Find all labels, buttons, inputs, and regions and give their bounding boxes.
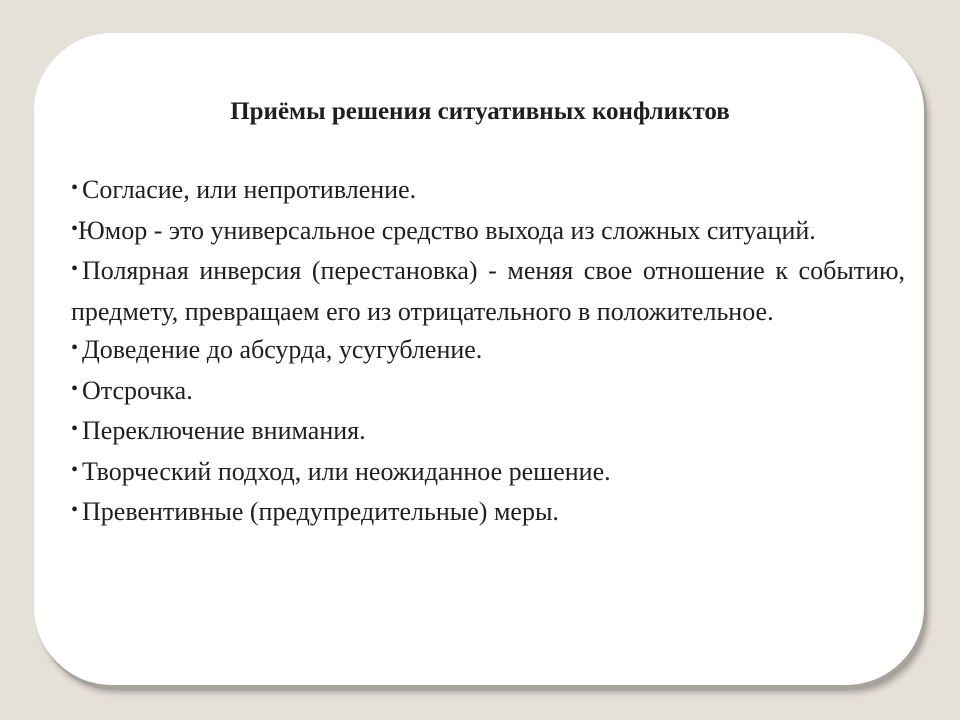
list-item xyxy=(71,372,905,413)
list-item xyxy=(71,453,905,494)
slide-title: Приёмы решения ситуативных конфликтов xyxy=(230,98,730,125)
list-item xyxy=(71,493,905,534)
list-item xyxy=(71,412,905,453)
list-item xyxy=(71,331,905,372)
list-item-text: Согласие, или непротивление. xyxy=(82,175,417,204)
bullet-icon: • xyxy=(71,377,79,400)
list-item xyxy=(71,212,905,253)
bullet-icon: • xyxy=(71,458,79,481)
list-item-text: Творческий подход, или неожиданное решение. xyxy=(82,456,611,486)
list-item-text: Юмор - это универсальное средство выхода из сложных ситуаций. xyxy=(78,215,816,245)
technique-list xyxy=(71,171,905,534)
bullet-icon: • xyxy=(71,418,79,440)
bullet-icon: • xyxy=(71,499,79,521)
list-item-text: Превентивные (предупредительные) меры. xyxy=(82,497,559,526)
bullet-icon: • xyxy=(71,177,79,199)
list-item xyxy=(71,171,905,212)
bullet-icon: • xyxy=(71,217,79,240)
list-item xyxy=(71,252,905,331)
bullet-icon: • xyxy=(71,258,79,280)
list-item-text: Доведение до абсурда, усугубление. xyxy=(82,335,483,364)
list-item-text: Полярная инверсия (перестановка) - меняя свое отношение к событию, предмету, превращаем его из отрицательного в положительное. xyxy=(71,256,905,326)
list-item-text: Отсрочка. xyxy=(82,375,193,405)
bullet-icon: • xyxy=(71,337,79,359)
list-item-text: Переключение внимания. xyxy=(82,416,366,445)
